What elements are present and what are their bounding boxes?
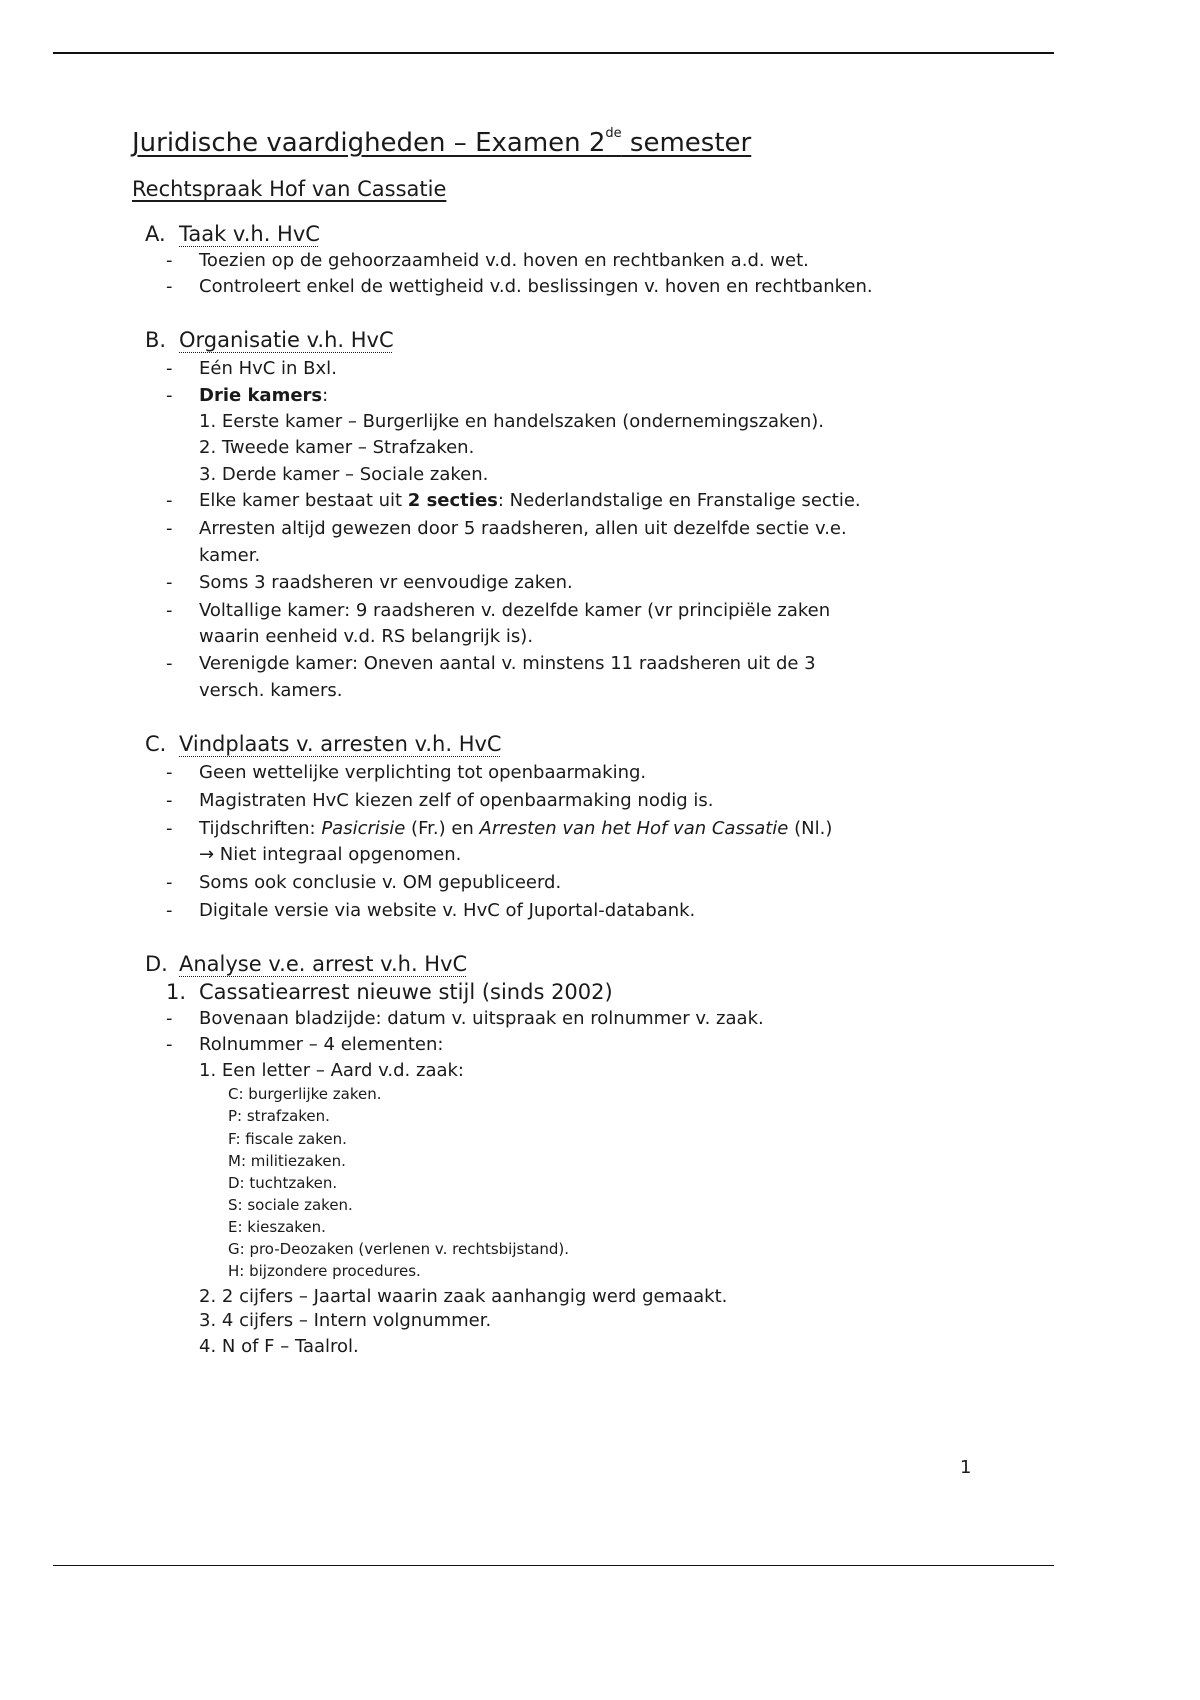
list-item-continuation: kamer. <box>199 545 261 566</box>
letter-code-item: D: tuchtzaken. <box>228 1174 338 1192</box>
list-item: Bovenaan bladzijde: datum v. uitspraak en rolnummer v. zaak. <box>199 1008 764 1029</box>
list-item: Digitale versie via website v. HvC of Juportal-databank. <box>199 900 696 921</box>
letter-code-item: M: militiezaken. <box>228 1152 346 1170</box>
letter-code-item: S: sociale zaken. <box>228 1196 353 1214</box>
header-rule <box>53 52 1054 54</box>
list-item: Geen wettelijke verplichting tot openbaarmaking. <box>199 762 647 783</box>
letter-code-item: F: fiscale zaken. <box>228 1130 347 1148</box>
list-item: 4. N of F – Taalrol. <box>199 1336 359 1357</box>
bullet: - <box>166 1034 173 1055</box>
list-item-continuation: → Niet integraal opgenomen. <box>199 844 462 865</box>
list-item: Rolnummer – 4 elementen: <box>199 1034 444 1055</box>
subtitle: Rechtspraak Hof van Cassatie <box>132 177 447 201</box>
list-item: 3. 4 cijfers – Intern volgnummer. <box>199 1310 492 1331</box>
list-item: 2. 2 cijfers – Jaartal waarin zaak aanhangig werd gemaakt. <box>199 1286 728 1307</box>
letter-code-item: H: bijzondere procedures. <box>228 1262 421 1280</box>
list-item: Soms 3 raadsheren vr eenvoudige zaken. <box>199 572 573 593</box>
footer-rule <box>53 1565 1054 1566</box>
bullet: - <box>166 250 173 271</box>
list-item: Verenigde kamer: Oneven aantal v. minstens 11 raadsheren uit de 3 <box>199 653 816 674</box>
subsection-title: Cassatiearrest nieuwe stijl (sinds 2002) <box>199 980 613 1004</box>
bullet: - <box>166 385 173 406</box>
list-item: Drie kamers: <box>199 385 329 406</box>
bullet: - <box>166 818 173 839</box>
list-item: 1. Een letter – Aard v.d. zaak: <box>199 1060 464 1081</box>
list-item: Voltallige kamer: 9 raadsheren v. dezelfde kamer (vr principiële zaken <box>199 600 831 621</box>
section-a-heading: A. Taak v.h. HvC <box>145 222 320 246</box>
list-item: 3. Derde kamer – Sociale zaken. <box>199 464 489 485</box>
list-item: Arresten altijd gewezen door 5 raadsheren, allen uit dezelfde sectie v.e. <box>199 518 847 539</box>
section-c-heading: C. Vindplaats v. arresten v.h. HvC <box>145 732 502 756</box>
list-item: 1. Eerste kamer – Burgerlijke en handelszaken (ondernemingszaken). <box>199 411 825 432</box>
section-b-heading: B. Organisatie v.h. HvC <box>145 328 394 352</box>
section-d-heading: D. Analyse v.e. arrest v.h. HvC <box>145 952 468 976</box>
list-item: Controleert enkel de wettigheid v.d. beslissingen v. hoven en rechtbanken. <box>199 276 873 297</box>
bullet: - <box>166 600 173 621</box>
letter-code-item: G: pro-Deozaken (verlenen v. rechtsbijstand). <box>228 1240 570 1258</box>
subsection-number: 1. <box>166 980 187 1004</box>
list-item: 2. Tweede kamer – Strafzaken. <box>199 437 475 458</box>
list-item-continuation: waarin eenheid v.d. RS belangrijk is). <box>199 626 534 647</box>
list-item: Soms ook conclusie v. OM gepubliceerd. <box>199 872 562 893</box>
bullet: - <box>166 790 173 811</box>
bullet: - <box>166 762 173 783</box>
bullet: - <box>166 490 173 511</box>
page-title: Juridische vaardigheden – Examen 2de semester <box>132 126 752 158</box>
list-item: Toezien op de gehoorzaamheid v.d. hoven en rechtbanken a.d. wet. <box>199 250 809 271</box>
letter-code-item: C: burgerlijke zaken. <box>228 1085 382 1103</box>
letter-code-item: E: kieszaken. <box>228 1218 326 1236</box>
bullet: - <box>166 572 173 593</box>
list-item-continuation: versch. kamers. <box>199 680 343 701</box>
bullet: - <box>166 900 173 921</box>
bullet: - <box>166 653 173 674</box>
page-number: 1 <box>960 1457 972 1478</box>
list-item: Eén HvC in Bxl. <box>199 358 337 379</box>
list-item: Elke kamer bestaat uit 2 secties: Nederlandstalige en Franstalige sectie. <box>199 490 861 511</box>
list-item: Magistraten HvC kiezen zelf of openbaarmaking nodig is. <box>199 790 714 811</box>
bullet: - <box>166 276 173 297</box>
list-item: Tijdschriften: Pasicrisie (Fr.) en Arresten van het Hof van Cassatie (Nl.) <box>199 818 833 839</box>
bullet: - <box>166 518 173 539</box>
bullet: - <box>166 358 173 379</box>
letter-code-item: P: strafzaken. <box>228 1107 330 1125</box>
bullet: - <box>166 872 173 893</box>
bullet: - <box>166 1008 173 1029</box>
